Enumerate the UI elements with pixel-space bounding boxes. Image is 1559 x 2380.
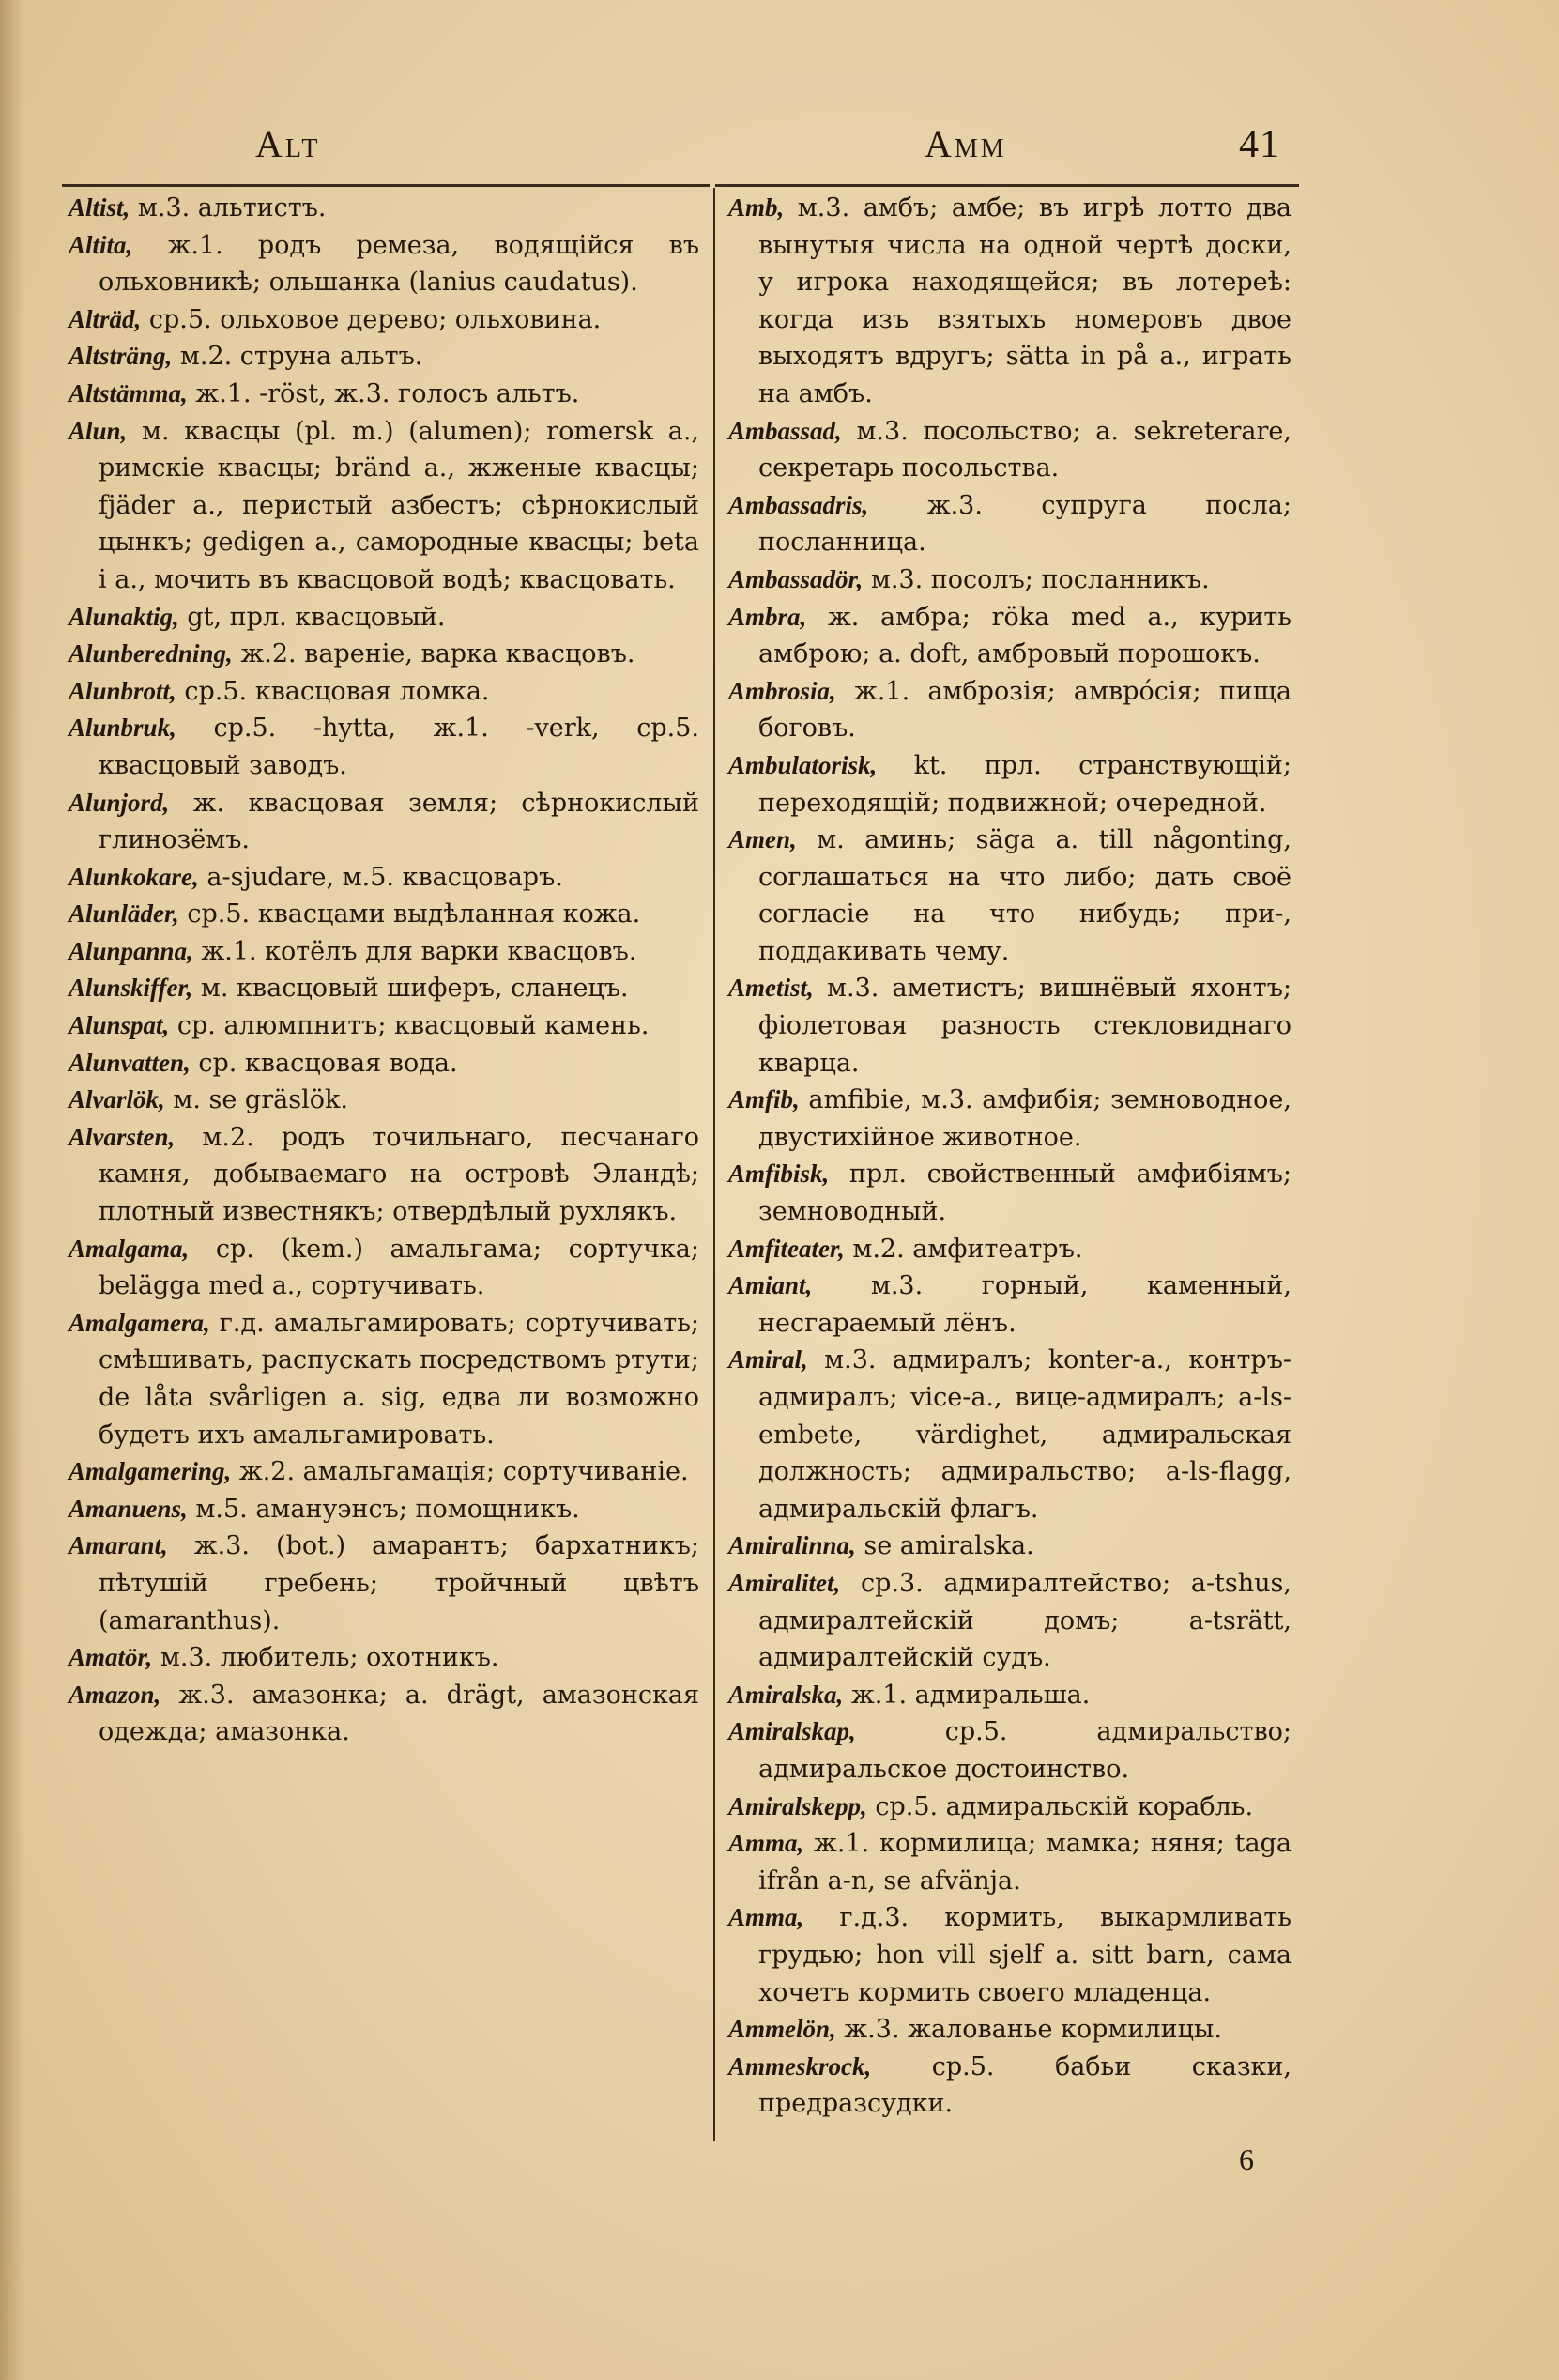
entry-definition: м.2. струна альтъ.: [172, 342, 423, 372]
entry-definition: м. квасцы (pl. m.) (alumen); romersk a., римскіе квасцы; bränd a., жженые квасцы; fjäder a., перистый азбестъ; сѣрнокислый цынкъ; gedigen a., самородные квасцы; beta i a., мочить въ квасцовой водѣ; квасцовать.: [99, 416, 699, 594]
dictionary-entry: [69, 1639, 699, 1677]
dictionary-entry: [69, 413, 699, 599]
entry-headword: Amiant,: [728, 1271, 813, 1300]
entry-definition: ж.3. жалованье кормилицы.: [835, 2015, 1223, 2045]
entry-headword: Altist,: [69, 193, 130, 222]
dictionary-entry: [728, 1231, 1292, 1268]
entry-headword: Amiralska,: [728, 1680, 844, 1709]
entry-definition: м.3. аметистъ; вишнёвый яхонтъ; фіолетовая разность стекловиднаго кварца.: [758, 974, 1292, 1078]
entry-headword: Alunskiffer,: [69, 974, 193, 1003]
entry-headword: Amfib,: [728, 1085, 800, 1114]
dictionary-entry: [69, 338, 699, 376]
entry-headword: Ambulatorisk,: [728, 750, 878, 779]
entry-headword: Alunvatten,: [69, 1048, 191, 1077]
dictionary-entry: [728, 1528, 1292, 1565]
header-right-word: Amm: [925, 123, 1007, 165]
dictionary-entry: [69, 190, 699, 227]
entry-headword: Alvarsten,: [69, 1122, 176, 1151]
dictionary-entry: [69, 227, 699, 301]
entry-definition: ж. квасцовая земля; сѣрнокислый глинозёмъ.: [99, 788, 699, 855]
dictionary-entry: [728, 747, 1292, 821]
page-number: 41: [1239, 123, 1280, 166]
entry-headword: Altsträng,: [69, 342, 173, 371]
entry-headword: Ambassadris,: [728, 490, 869, 519]
entry-definition: ср.5. -hytta, ж.1. -verk, ср.5. квасцовый заводъ.: [99, 714, 699, 780]
entry-definition: ж.1. котёлъ для варки квасцовъ.: [192, 936, 637, 966]
entry-definition: ж.1. адмиральша.: [843, 1680, 1091, 1710]
dictionary-entry: [69, 1677, 699, 1751]
entry-headword: Altstämma,: [69, 378, 188, 407]
dictionary-entry: [69, 1119, 699, 1231]
entry-headword: Amalgamera,: [69, 1308, 210, 1337]
entry-definition: м.2. родъ точильнаго, песчанаго камня, добываемаго на островѣ Эландѣ; плотный известнякъ; отвердѣлый рухлякъ.: [99, 1122, 699, 1227]
entry-definition: ж.3. амазонка; a. drägt, амазонская одежда; амазонка.: [99, 1680, 699, 1747]
dictionary-entry: [69, 1231, 699, 1305]
dictionary-entry: [728, 190, 1292, 413]
entry-definition: ж.2. вареніе, варка квасцовъ.: [232, 639, 635, 669]
dictionary-entry: [69, 1007, 699, 1045]
entry-headword: Alunjord,: [69, 788, 170, 817]
entry-definition: se amiralska.: [855, 1531, 1034, 1561]
dictionary-entry: [728, 821, 1292, 970]
dictionary-entry: [69, 896, 699, 933]
entry-headword: Ametist,: [728, 974, 814, 1003]
entry-definition: г.д. амальгамировать; сортучивать; смѣшивать, распускать посредствомъ ртути; de låta svårligen a. sig, едва ли возможно будетъ ихъ амальгамировать.: [99, 1308, 699, 1450]
entry-headword: Altita,: [69, 230, 133, 259]
dictionary-entry: [69, 1453, 699, 1491]
entry-headword: Alunbrott,: [69, 676, 176, 705]
dictionary-entry: [69, 599, 699, 637]
dictionary-entry: [728, 1825, 1292, 1899]
entry-definition: ж.1. кормилица; мамка; няня; taga ifrån a-n, se afvänja.: [758, 1829, 1292, 1896]
entry-definition: м.3. горный, каменный, несгараемый лёнъ.: [758, 1271, 1292, 1338]
dictionary-entry: [728, 1789, 1292, 1826]
entry-definition: м.2. амфитеатръ.: [844, 1234, 1083, 1264]
entry-definition: м. se gräslök.: [164, 1085, 348, 1115]
dictionary-entry: [69, 301, 699, 339]
entry-headword: Amatör,: [69, 1643, 153, 1672]
entry-definition: ср. алюмпнитъ; квасцовый камень.: [169, 1011, 650, 1041]
entry-definition: ж.1. амброзія; амврóсія; пища боговъ.: [758, 676, 1292, 744]
dictionary-entry: [728, 970, 1292, 1082]
entry-definition: amfibie, м.3. амфибія; земноводное, двустихійное животное.: [758, 1085, 1292, 1152]
entry-definition: ср.5. ольховое дерево; ольховина.: [141, 304, 602, 334]
entry-headword: Amiralinna,: [728, 1531, 856, 1560]
entry-headword: Alunpanna,: [69, 936, 193, 965]
entry-definition: ж.2. амальгамація; сортучиваніе.: [231, 1457, 689, 1487]
entry-headword: Amalgamering,: [69, 1457, 232, 1486]
entry-headword: Amazon,: [69, 1680, 161, 1709]
entry-definition: gt, прл. квасцовый.: [178, 602, 446, 632]
entry-definition: м. аминь; säga a. till någonting, соглашаться на что либо; дать своё согласіе на что нибудь; при-, поддакивать чему.: [758, 825, 1292, 966]
dictionary-entry: [728, 1156, 1292, 1230]
dictionary-entry: [728, 673, 1292, 747]
entry-definition: ж. амбра; röka med a., курить амброю; a. doft, амбровый порошокъ.: [758, 602, 1292, 669]
entry-headword: Amarant,: [69, 1531, 168, 1560]
entry-definition: м.3. посолъ; посланникъ.: [863, 564, 1210, 594]
dictionary-entry: [69, 1082, 699, 1119]
dictionary-entry: [69, 636, 699, 673]
dictionary-entry: [728, 1342, 1292, 1528]
dictionary-entry: [69, 1491, 699, 1528]
entry-headword: Amfiteater,: [728, 1234, 845, 1263]
dictionary-entry: [69, 710, 699, 784]
entry-headword: Alvarlök,: [69, 1085, 165, 1114]
entry-headword: Ambassad,: [728, 416, 842, 445]
dictionary-entry: [69, 1305, 699, 1453]
dictionary-entry: [69, 859, 699, 897]
column-divider: [713, 188, 715, 2141]
entry-headword: Alunaktig,: [69, 602, 179, 631]
dictionary-entry: [728, 1677, 1292, 1714]
dictionary-entry: [69, 933, 699, 971]
entry-definition: ж.1. -röst, ж.3. голосъ альтъ.: [187, 378, 580, 408]
page-edge-shadow: [0, 0, 24, 2380]
entry-definition: kt. прл. странствующій; переходящій; подвижной; очередной.: [758, 750, 1292, 818]
entry-definition: ср.5. адмиральство; адмиральское достоинство.: [758, 1717, 1292, 1784]
entry-definition: м.5. амануэнсъ; помощникъ.: [187, 1494, 580, 1524]
header-left-word: Alt: [255, 123, 321, 165]
entry-definition: ж.3. (bot.) амарантъ; бархатникъ; пѣтушій гребень; тройчный цвѣтъ (amaranthus).: [99, 1531, 699, 1635]
dictionary-entry: [728, 1565, 1292, 1677]
entry-headword: Amalgama,: [69, 1234, 190, 1263]
entry-headword: Ambra,: [728, 602, 807, 631]
entry-definition: a-sjudare, м.5. квасцоваръ.: [198, 862, 563, 892]
dictionary-entry: [728, 561, 1292, 599]
entry-definition: прл. свойственный амфибіямъ; земноводный.: [758, 1159, 1292, 1227]
entry-headword: Ambassadör,: [728, 564, 864, 593]
entry-definition: м.3. амбъ; амбе; въ игрѣ лотто два вынутыя числа на одной чертѣ доски, у игрока находящейся; въ лотереѣ: когда изъ взятыхъ номеровъ двое выходятъ вдругъ; sätta in på a., играть на амбъ.: [758, 193, 1292, 408]
dictionary-entry: [728, 1267, 1292, 1342]
entry-headword: Ammeskrock,: [728, 2051, 872, 2081]
dictionary-entry: [69, 970, 699, 1007]
dictionary-entry: [69, 785, 699, 859]
entry-headword: Alunkokare,: [69, 862, 199, 891]
entry-definition: м.3. альтистъ.: [130, 193, 327, 223]
dictionary-entry: [728, 1082, 1292, 1156]
entry-definition: ср.5. бабьи сказки, предразсудки.: [758, 2051, 1292, 2119]
dictionary-entry: [728, 1713, 1292, 1788]
entry-headword: Alunbruk,: [69, 714, 176, 743]
entry-headword: Amfibisk,: [728, 1159, 830, 1189]
dictionary-entry: [728, 1899, 1292, 2011]
entry-definition: ср.5. квасцами выдѣланная кожа.: [178, 899, 641, 929]
entry-headword: Amen,: [728, 825, 797, 854]
right-column: [728, 190, 1292, 2123]
dictionary-entry: [728, 599, 1292, 673]
entry-headword: Ambrosia,: [728, 676, 836, 705]
entry-definition: ср. (kem.) амальгама; сортучка; belägga med a., сортучивать.: [99, 1234, 699, 1301]
entry-headword: Amiralskap,: [728, 1717, 856, 1746]
entry-definition: ж.3. супруга посла; посланница.: [758, 490, 1292, 558]
dictionary-entry: [69, 673, 699, 711]
dictionary-entry: [69, 1528, 699, 1639]
entry-definition: м. квасцовый шиферъ, сланецъ.: [192, 974, 629, 1004]
entry-definition: ср.5. квасцовая ломка.: [176, 676, 490, 706]
entry-headword: Amanuens,: [69, 1494, 188, 1523]
entry-headword: Alun,: [69, 416, 128, 445]
left-column: [69, 190, 699, 1751]
dictionary-entry: [728, 2011, 1292, 2049]
dictionary-entry: [728, 487, 1292, 561]
entry-definition: м.3. посольство; a. sekreterare, секретарь посольства.: [758, 416, 1292, 484]
entry-definition: ж.1. родъ ремеза, водящійся въ ольховникѣ; ольшанка (lanius caudatus).: [99, 230, 699, 298]
entry-headword: Alunberedning,: [69, 639, 233, 668]
dictionary-entry: [69, 376, 699, 413]
header-rule-right: [715, 184, 1299, 187]
entry-definition: ср.3. адмиралтейство; a-tshus, адмиралтейскій домъ; a-tsrätt, адмиралтейскій судъ.: [758, 1568, 1292, 1673]
entry-headword: Alunspat,: [69, 1011, 170, 1040]
dictionary-entry: [69, 1045, 699, 1083]
entry-definition: г.д.3. кормить, выкармливать грудью; hon vill sjelf a. sitt barn, сама хочетъ кормить своего младенца.: [758, 1903, 1292, 2007]
entry-headword: Amiralitet,: [728, 1568, 841, 1597]
entry-headword: Amiral,: [728, 1345, 808, 1374]
dictionary-entry: [728, 413, 1292, 487]
entry-headword: Amma,: [728, 1829, 804, 1858]
page-header: [0, 122, 1559, 178]
entry-definition: м.3. любитель; охотникъ.: [152, 1643, 499, 1673]
dictionary-entry: [728, 2049, 1292, 2123]
entry-headword: Ammelön,: [728, 2015, 836, 2044]
entry-definition: ср. квасцовая вода.: [190, 1048, 458, 1078]
entry-headword: Amb,: [728, 193, 785, 222]
entry-headword: Alträd,: [69, 304, 142, 333]
entry-headword: Amiralskepp,: [728, 1791, 867, 1820]
header-rule-left: [62, 184, 710, 187]
entry-definition: ср.5. адмиральскій корабль.: [866, 1791, 1254, 1821]
signature-mark: 6: [1239, 2142, 1254, 2176]
entry-headword: Alunläder,: [69, 899, 179, 929]
entry-definition: м.3. адмиралъ; konter-a., контръ-адмиралъ; vice-a., вице-адмиралъ; a-ls-embete, värdighet, адмиральская должность; адмиральство; a-ls-flagg, адмиральскій флагъ.: [758, 1345, 1292, 1524]
entry-headword: Amma,: [728, 1903, 804, 1932]
